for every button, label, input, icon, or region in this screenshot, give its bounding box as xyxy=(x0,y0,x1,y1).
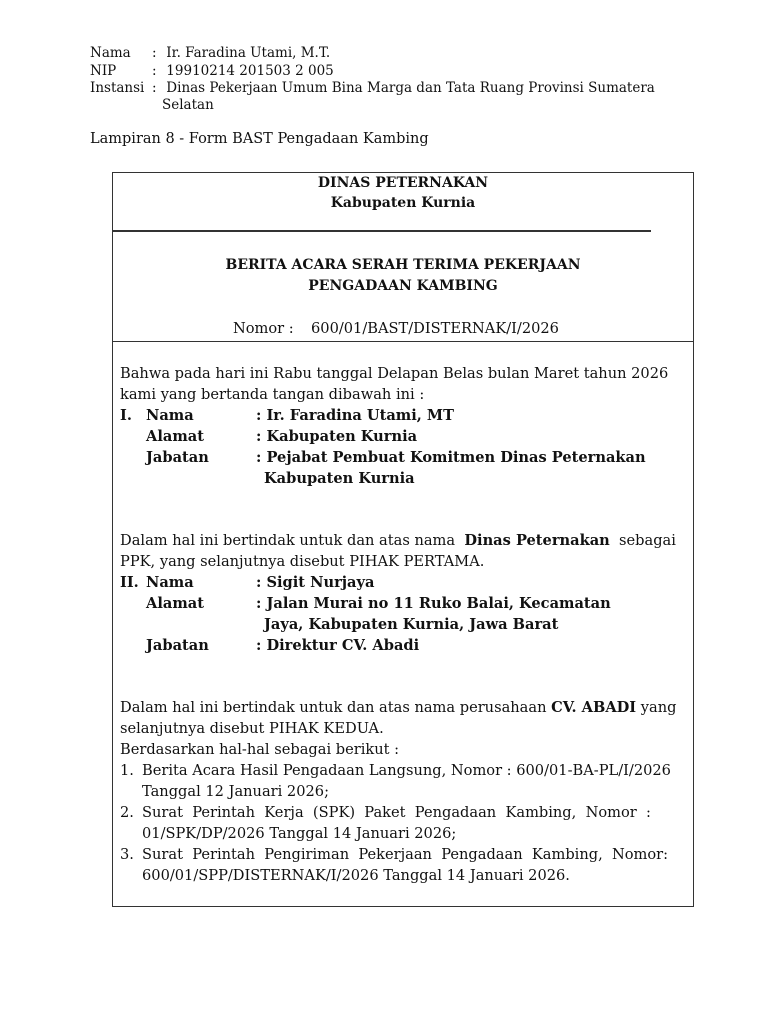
party1-jabatan-value: : Pejabat Pembuat Komitmen Dinas Peternakan xyxy=(256,449,646,466)
org-name: DINAS PETERNAKAN xyxy=(317,175,489,191)
para2-text-a: Dalam hal ini bertindak untuk dan atas nama perusahaan xyxy=(120,699,547,716)
list-item-1-line2: Tanggal 12 Januari 2026; xyxy=(142,783,329,800)
instansi-value: Dinas Pekerjaan Umum Bina Marga dan Tata Ruang Provinsi Sumatera xyxy=(166,80,655,96)
list-item-2-number: 2. xyxy=(120,804,134,821)
header-nip-row xyxy=(90,63,334,80)
list-item-1-number: 1. xyxy=(120,762,134,779)
para1-text-org: Dinas Peternakan xyxy=(464,532,610,549)
party2-jabatan-label: Jabatan xyxy=(146,637,209,654)
instansi-key: Instansi xyxy=(90,80,145,96)
party1-jabatan-label: Jabatan xyxy=(146,449,209,466)
party1-alamat-label: Alamat xyxy=(146,428,204,445)
nomor-label: Nomor : xyxy=(233,320,294,337)
list-item-1-line1: Berita Acara Hasil Pengadaan Langsung, Nomor : 600/01-BA-PL/I/2026 xyxy=(142,762,671,779)
para2-text-c: yang xyxy=(640,699,677,716)
list-item-3-number: 3. xyxy=(120,846,134,863)
list-item-2-line2: 01/SPK/DP/2026 Tanggal 14 Januari 2026; xyxy=(142,825,457,842)
para3: Berdasarkan hal-hal sebagai berikut : xyxy=(120,741,400,758)
header-name-row xyxy=(90,45,330,62)
para1-line2: PPK, yang selanjutnya disebut PIHAK PERTAMA. xyxy=(120,553,485,570)
intro-line1: Bahwa pada hari ini Rabu tanggal Delapan Belas bulan Maret tahun 2026 xyxy=(120,365,669,382)
party1-jabatan-value-cont: Kabupaten Kurnia xyxy=(264,470,415,487)
party1-name-value: : Ir. Faradina Utami, MT xyxy=(256,407,454,424)
para1-line1 xyxy=(120,530,676,551)
bast-document xyxy=(112,172,694,907)
header-instansi-row xyxy=(90,80,655,97)
party2-jabatan-value: : Direktur CV. Abadi xyxy=(256,637,420,654)
doc-title-line2: PENGADAAN KAMBING xyxy=(308,278,498,294)
list-item-3-line2: 600/01/SPP/DISTERNAK/I/2026 Tanggal 14 Januari 2026. xyxy=(142,867,570,884)
doc-title-line1: BERITA ACARA SERAH TERIMA PEKERJAAN xyxy=(225,257,581,273)
name-key: Nama xyxy=(90,45,131,61)
party2-alamat-value-cont: Jaya, Kabupaten Kurnia, Jawa Barat xyxy=(264,616,559,633)
para2-text-company: CV. ABADI xyxy=(551,699,637,716)
para1-text-a: Dalam hal ini bertindak untuk dan atas nama xyxy=(120,532,456,549)
party1-name-label: Nama xyxy=(146,407,194,424)
name-sep: : xyxy=(152,45,157,61)
nip-key: NIP xyxy=(90,63,117,79)
para1-text-c: sebagai xyxy=(619,532,676,549)
list-item-3-line1: Surat Perintah Pengiriman Pekerjaan Pengadaan Kambing, Nomor: xyxy=(142,846,669,863)
para2-line1 xyxy=(120,697,676,718)
party1-alamat-value: : Kabupaten Kurnia xyxy=(256,428,418,445)
instansi-sep: : xyxy=(152,80,157,96)
org-region: Kabupaten Kurnia xyxy=(330,195,476,211)
party2-name-label: Nama xyxy=(146,574,194,591)
party2-name-value: : Sigit Nurjaya xyxy=(256,574,375,591)
party2-alamat-label: Alamat xyxy=(146,595,204,612)
party2-alamat-value: : Jalan Murai no 11 Ruko Balai, Kecamatan xyxy=(256,595,611,612)
party2-number: II. xyxy=(120,574,139,591)
nomor-divider xyxy=(113,341,693,342)
instansi-value-cont: Selatan xyxy=(162,97,214,113)
intro-line2: kami yang bertanda tangan dibawah ini : xyxy=(120,386,425,403)
para2-line2: selanjutnya disebut PIHAK KEDUA. xyxy=(120,720,384,737)
nomor-value: 600/01/BAST/DISTERNAK/I/2026 xyxy=(311,320,559,337)
party1-number: I. xyxy=(120,407,132,424)
lampiran-title: Lampiran 8 - Form BAST Pengadaan Kambing xyxy=(90,131,429,147)
nip-value: 19910214 201503 2 005 xyxy=(166,63,334,79)
header-divider xyxy=(113,230,651,232)
name-value: Ir. Faradina Utami, M.T. xyxy=(166,45,331,61)
nip-sep: : xyxy=(152,63,157,79)
list-item-2-line1: Surat Perintah Kerja (SPK) Paket Pengadaan Kambing, Nomor : xyxy=(142,804,651,821)
